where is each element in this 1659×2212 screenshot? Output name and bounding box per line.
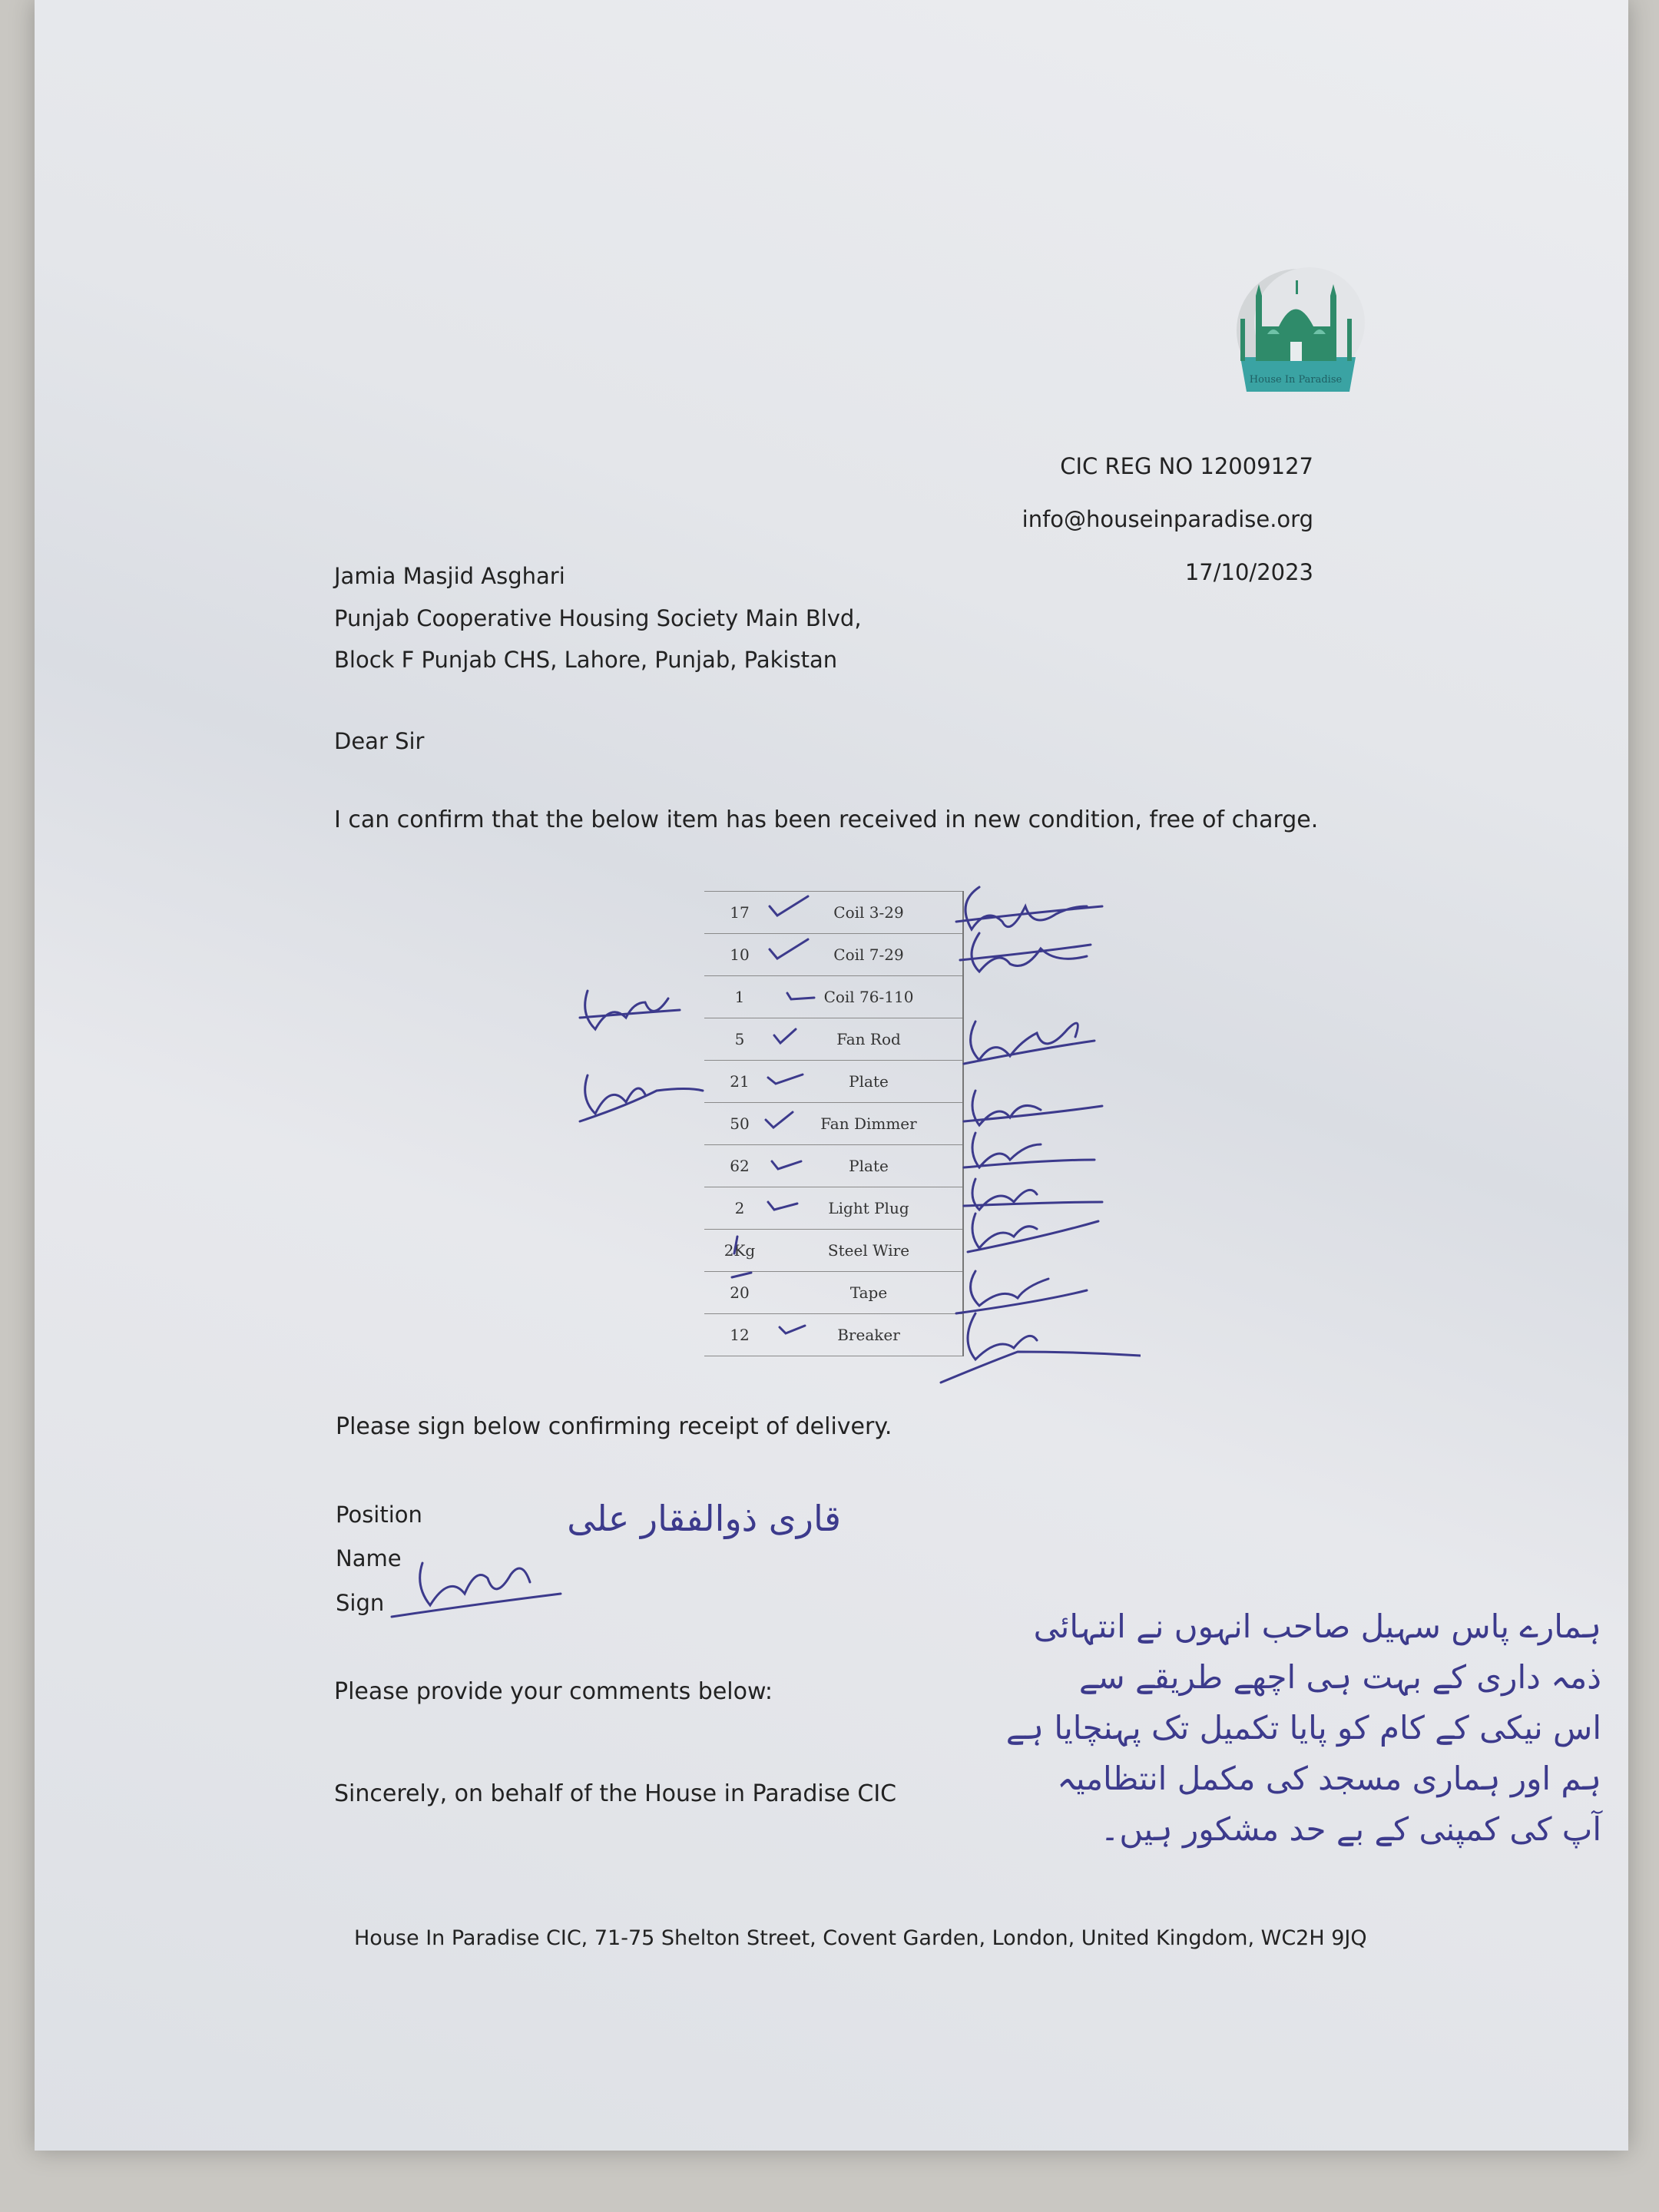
registration-number: CIC REG NO 12009127: [1060, 453, 1313, 479]
item-name: Coil 7-29: [775, 934, 963, 976]
letter-page: [35, 0, 1628, 2151]
item-name: Steel Wire: [775, 1230, 963, 1272]
item-quantity: 2: [704, 1187, 775, 1230]
comments-handwritten: [803, 1601, 1601, 1855]
item-quantity: 50: [704, 1103, 775, 1145]
item-name: Plate: [775, 1061, 963, 1103]
item-quantity: 17: [704, 892, 775, 934]
item-quantity: 62: [704, 1145, 775, 1187]
item-quantity: 21: [704, 1061, 775, 1103]
letter-date: 17/10/2023: [1184, 559, 1313, 585]
confirmation-text: I can confirm that the below item has been received in new condition, free of charge.: [334, 806, 1319, 833]
email-address: info@houseinparadise.org: [1022, 506, 1313, 532]
comment-line: اس نیکی کے کام کو پایا تکمیل تک پہنچایا ہے: [1005, 1709, 1601, 1747]
item-name: Light Plug: [775, 1187, 963, 1230]
receiver-signature: [388, 1548, 572, 1624]
mosque-logo: [1225, 265, 1367, 411]
item-quantity: 5: [704, 1018, 775, 1061]
sign-request-text: Please sign below confirming receipt of delivery.: [336, 1413, 892, 1440]
item-name: Breaker: [775, 1314, 963, 1356]
footer-address: House In Paradise CIC, 71-75 Shelton Street, Covent Garden, London, United Kingdom, WC2H 9JQ: [354, 1926, 1367, 1950]
recipient-address-line1: Punjab Cooperative Housing Society Main Blvd,: [334, 605, 862, 631]
item-name: Fan Rod: [775, 1018, 963, 1061]
sign-label: Sign: [336, 1590, 385, 1616]
recipient-name: Jamia Masjid Asghari: [334, 563, 565, 589]
svg-text:House In Paradise: House In Paradise: [1249, 374, 1343, 386]
name-label: Name: [336, 1545, 402, 1571]
item-quantity: 10: [704, 934, 775, 976]
position-label: Position: [336, 1502, 422, 1528]
item-quantity: 20: [704, 1272, 775, 1314]
salutation: Dear Sir: [334, 728, 425, 754]
item-name: Coil 76-110: [775, 976, 963, 1018]
item-quantity: 2Kg: [704, 1230, 775, 1272]
item-quantity: 1: [704, 976, 775, 1018]
name-handwritten-value: قاری ذوالفقار علی: [567, 1498, 841, 1539]
table-handwritten-signatures: [557, 876, 1141, 1398]
item-name: Fan Dimmer: [775, 1103, 963, 1145]
closing-text: Sincerely, on behalf of the House in Paradise CIC: [334, 1780, 897, 1807]
item-name: Plate: [775, 1145, 963, 1187]
comment-line: ذمہ داری کے بہت ہی اچھے طریقے سے: [1078, 1658, 1601, 1696]
comment-line: ہمارے پاس سہیل صاحب انہوں نے انتہائی: [1033, 1608, 1601, 1645]
recipient-address-line2: Block F Punjab CHS, Lahore, Punjab, Pakistan: [334, 647, 838, 673]
item-name: Tape: [775, 1272, 963, 1314]
item-quantity: 12: [704, 1314, 775, 1356]
comment-line: ہم اور ہماری مسجد کی مکمل انتظامیہ: [1057, 1760, 1601, 1797]
item-name: Coil 3-29: [775, 892, 963, 934]
comment-line: آپ کی کمپنی کے بے حد مشکور ہیں۔: [1100, 1810, 1601, 1848]
comments-label: Please provide your comments below:: [334, 1678, 773, 1705]
